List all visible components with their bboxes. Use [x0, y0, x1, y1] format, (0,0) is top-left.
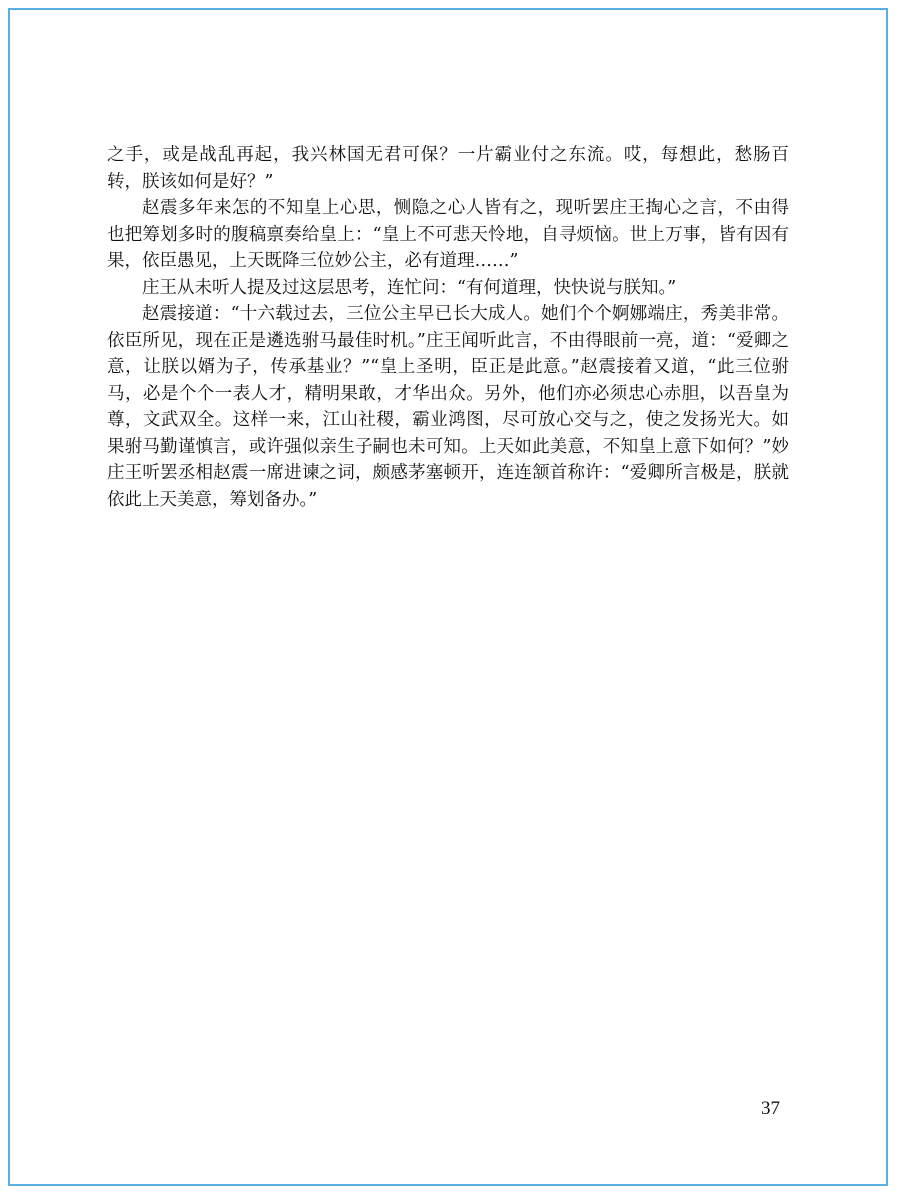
page-number: 37 [761, 1098, 780, 1119]
paragraph-2: 赵震多年来怎的不知皇上心思，恻隐之心人皆有之，现听罢庄王掏心之言，不由得也把筹划多时的腹稿禀奏给皇上：“皇上不可悲天怜地，自寻烦恼。世上万事，皆有因有果，依臣愚见，上天既降三位妙公主，必有道理……” [107, 198, 789, 271]
body-text [107, 142, 789, 513]
paragraph-3: 庄王从未听人提及过这层思考，连忙问：“有何道理，快快说与朕知。” [142, 277, 677, 298]
paragraph-1: 之手，或是战乱再起，我兴林国无君可保？一片霸业付之东流。哎，每想此，愁肠百转，朕该如何是好？” [107, 145, 789, 192]
paragraph-4: 赵震接道：“十六载过去，三位公主早已长大成人。她们个个婀娜端庄，秀美非常。依臣所见，现在正是遴选驸马最佳时机。”庄王闻听此言，不由得眼前一亮，道：“爱卿之意，让朕以婿为子，传承基业？”“皇上圣明，臣正是此意。”赵震接着又道，“此三位驸马，必是个个一表人才，精明果敢，才华出众。另外，他们亦必须忠心赤胆，以吾皇为尊，文武双全。这样一来，江山社稷，霸业鸿图，尽可放心交与之，使之发扬光大。如果驸马勤谨慎言，或许强似亲生子嗣也未可知。上天如此美意，不知皇上意下如何？”妙庄王听罢丞相赵震一席进谏之词，颇感茅塞顿开，连连颔首称许：“爱卿所言极是，朕就依此上天美意，筹划备办。” [107, 304, 789, 510]
